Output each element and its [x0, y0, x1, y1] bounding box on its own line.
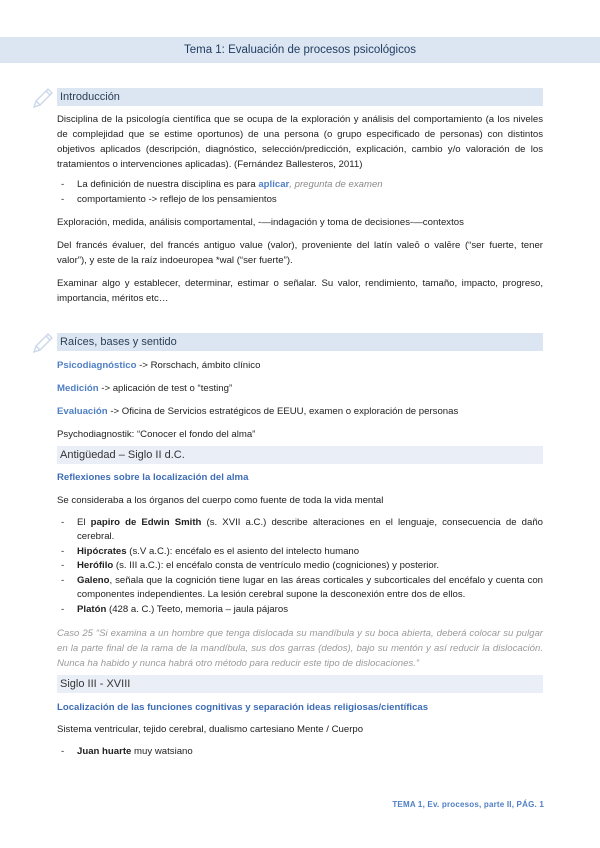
bullet-dash: -	[61, 194, 65, 205]
exam-hint: , pregunta de examen	[289, 179, 383, 190]
list-item	[57, 178, 543, 192]
list-item-text: (428 a. C.) Teeto, memoria – jaula pájaros	[106, 604, 288, 615]
antiguedad-intro: Se consideraba a los órganos del cuerpo como fuente de toda la vida mental	[57, 495, 384, 506]
term-psicodiagnostico: Psicodiagnóstico	[57, 360, 137, 371]
bold-term: Juan huarte	[77, 746, 132, 757]
bullet-dash: -	[61, 746, 65, 757]
list-item-text: , señala que la cognición tiene lugar en las áreas corticales y subcorticales del encéfalo y cuenta con componentes independientes. La lesión cerebral supone la desconexión entre dos de ellos.	[77, 575, 543, 600]
antiguedad-subtitle: Reflexiones sobre la localización del alma	[57, 472, 249, 483]
term-description: -> Rorschach, ámbito clínico	[136, 360, 261, 371]
raices-evaluacion	[57, 404, 543, 419]
list-item-text: (s. III a.C.): el encéfalo consta de ventrículo medio (cogniciones) y posterior.	[113, 560, 440, 571]
bold-term: Galeno	[77, 575, 110, 586]
siglo-subtitle: Localización de las funciones cognitivas y separación ideas religiosas/científicas	[57, 702, 429, 713]
list-item-text: La definición de nuestra disciplina es para	[77, 179, 259, 190]
intro-examinar: Examinar algo y establecer, determinar, estimar o señalar. Su valor, rendimiento, tamaño, impacto, progreso, importancia, méritos etc…	[57, 278, 543, 304]
list-item	[57, 516, 543, 544]
list-item-text: comportamiento -> reflejo de los pensamientos	[77, 194, 277, 205]
raices-psicodiagnostico	[57, 358, 543, 373]
section-header-introduccion	[57, 88, 543, 106]
bold-term: papiro de Edwin Smith	[90, 517, 202, 528]
highlight-aplicar: aplicar	[258, 179, 290, 190]
term-description: -> aplicación de test o “testing”	[98, 383, 233, 394]
bold-term: Herófilo	[77, 560, 114, 571]
list-item	[57, 559, 543, 573]
page-title: Tema 1: Evaluación de procesos psicológicos	[183, 44, 417, 56]
bullet-dash: -	[61, 546, 65, 557]
list-item-text: El	[77, 517, 91, 528]
caso-25-quote: Caso 25 “Si examina a un hombre que tenga dislocada su mandíbula y su boca abierta, deberá colocar su pulgar en la parte final de la rama de la mandíbula, sus dos garras (dedos), bajo su mentón y así reducir la dislocación. Nunca ha habido y nunca habrá otro método para reducir este tipo de dislocaciones.”	[57, 628, 543, 669]
term-evaluacion: Evaluación	[57, 406, 108, 417]
subsection-header-antiguedad	[57, 446, 543, 464]
bullet-dash: -	[61, 560, 65, 571]
term-description: -> Oficina de Servicios estratégicos de EEUU, examen o exploración de personas	[107, 406, 459, 417]
list-item	[57, 603, 543, 617]
list-item-text: muy watsiano	[131, 746, 193, 757]
page-header-banner	[0, 37, 600, 63]
subsection-title: Antigüedad – Siglo II d.C.	[60, 449, 185, 461]
bullet-dash: -	[61, 575, 65, 586]
subsection-header-siglo	[57, 675, 543, 693]
bullet-dash: -	[61, 179, 65, 190]
raices-psychodiagnostik: Psychodiagnostik: “Conocer el fondo del alma”	[57, 429, 256, 440]
list-item-text: (s.V a.C.): encéfalo es el asiento del intelecto humano	[126, 546, 360, 557]
section-title: Raíces, bases y sentido	[60, 336, 177, 348]
page-footer: TEMA 1, Ev. procesos, parte II, PÁG. 1	[392, 800, 544, 809]
list-item	[57, 745, 543, 759]
intro-etymology: Del francés évaluer, del francés antiguo value (valor), proveniente del latín valeō o valēre (“ser fuerte, tener valor”), y este de la raíz indoeuropea *wal (“ser fuerte”).	[57, 240, 543, 266]
pencil-icon	[31, 331, 55, 355]
subsection-title: Siglo III - XVIII	[60, 678, 131, 690]
list-item	[57, 574, 543, 602]
intro-exploracion: Exploración, medida, análisis comportamental, -—indagación y toma de decisiones-—contextos	[57, 217, 464, 228]
term-medicion: Medición	[57, 383, 99, 394]
section-header-raices	[57, 333, 543, 351]
bold-term: Platón	[77, 604, 107, 615]
bold-term: Hipócrates	[77, 546, 127, 557]
intro-definition: Disciplina de la psicología científica que se ocupa de la exploración y análisis del comportamiento (a los niveles de complejidad que se estime oportunos) de una persona (o grupo especificado de personas) con distintos objetivos aplicados (descripción, diagnóstico, selección/predicción, explicación, cambio y/o valoración de los tratamientos o intervenciones aplicadas). (Fernández Ballesteros, 2011)	[57, 114, 543, 170]
raices-medicion	[57, 381, 543, 396]
pencil-icon	[31, 86, 55, 110]
list-item	[57, 193, 543, 207]
bullet-dash: -	[61, 604, 65, 615]
list-item-text: (s. XVII a.C.) describe alteraciones en el lenguaje, consecuencia de daño cerebral.	[77, 517, 544, 542]
section-title: Introducción	[60, 91, 120, 103]
bullet-dash: -	[61, 517, 65, 528]
list-item	[57, 545, 543, 559]
siglo-sistema: Sistema ventricular, tejido cerebral, dualismo cartesiano Mente / Cuerpo	[57, 724, 364, 735]
